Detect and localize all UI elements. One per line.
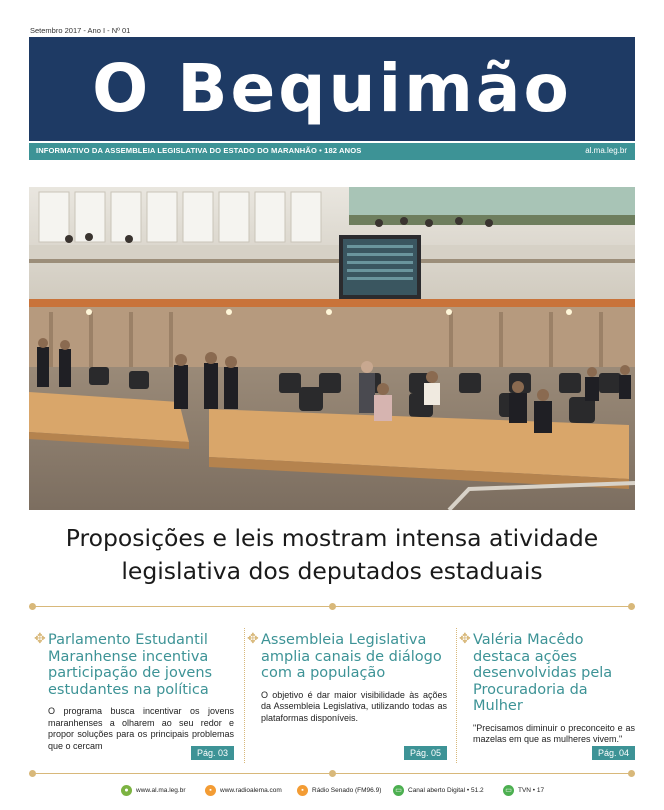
headline-line-1: Proposições e leis mostram intensa atividade: [65, 524, 599, 552]
footer-item-radio-site[interactable]: ▪ www.radioalema.com: [205, 785, 282, 796]
tv-icon: ▭: [503, 785, 514, 796]
divider-dot: [628, 603, 635, 610]
column-separator: [244, 628, 245, 763]
ornament-icon: ✥: [247, 630, 259, 646]
divider-bottom: [29, 768, 635, 778]
headline-line-2: legislativa dos deputados estaduais: [121, 557, 543, 585]
site-link[interactable]: al.ma.leg.br: [585, 146, 627, 155]
masthead: [29, 37, 635, 141]
footer-item-tvn[interactable]: ▭ TVN • 17: [503, 785, 544, 796]
news-summary: O objetivo é dar maior visibilidade às ações da Assembleia Legislativa, utilizando todas as plataformas disponíveis.: [261, 689, 447, 723]
ornament-icon: ✥: [459, 630, 471, 646]
news-column-2[interactable]: [247, 630, 447, 760]
news-title[interactable]: Assembleia Legislativa amplia canais de diálogo com a população: [261, 632, 442, 681]
page-reference[interactable]: Pág. 04: [592, 746, 635, 760]
divider-dot: [329, 770, 336, 777]
edition-info: Setembro 2017 - Ano I - Nº 01: [30, 26, 131, 35]
news-column-3[interactable]: [459, 630, 635, 760]
main-headline: [18, 522, 646, 588]
news-title[interactable]: Parlamento Estudantil Maranhense incentiva participação de jovens estudantes na política: [48, 632, 213, 698]
news-title[interactable]: Valéria Macêdo destaca ações desenvolvidas pela Procuradoria da Mulher: [473, 632, 613, 714]
column-separator: [456, 628, 457, 763]
footer-item-website[interactable]: ● www.al.ma.leg.br: [121, 785, 186, 796]
footer-item-radio-senado[interactable]: ▪ Rádio Senado (FM96.9): [297, 785, 381, 796]
news-column-1[interactable]: [34, 630, 234, 760]
footer-item-tv-channel[interactable]: ▭ Canal aberto Digital • 51.2: [393, 785, 484, 796]
divider-dot: [329, 603, 336, 610]
divider-dot: [29, 603, 36, 610]
tv-icon: ▭: [393, 785, 404, 796]
radio-icon: ▪: [205, 785, 216, 796]
divider-dot: [628, 770, 635, 777]
globe-icon: ●: [121, 785, 132, 796]
divider-dot: [29, 770, 36, 777]
newspaper-title: O Bequimão: [92, 50, 572, 127]
page-reference[interactable]: Pág. 03: [191, 746, 234, 760]
footer-contacts: [29, 780, 635, 802]
masthead-subbar: [29, 143, 635, 160]
news-summary: "Precisamos diminuir o preconceito e as mazelas em que as mulheres vivem.": [473, 722, 635, 744]
news-summary: O programa busca incentivar os jovens maranhenses a olharem ao seu redor e propor soluções para os principais problemas que o cercam: [48, 706, 234, 751]
radio-icon: ▪: [297, 785, 308, 796]
tagline: INFORMATIVO DA ASSEMBLEIA LEGISLATIVA DO ESTADO DO MARANHÃO • 182 ANOS: [36, 146, 362, 155]
ornament-icon: ✥: [34, 630, 46, 646]
plenary-photo: [29, 187, 635, 510]
divider-top: [29, 601, 635, 611]
page-reference[interactable]: Pág. 05: [404, 746, 447, 760]
